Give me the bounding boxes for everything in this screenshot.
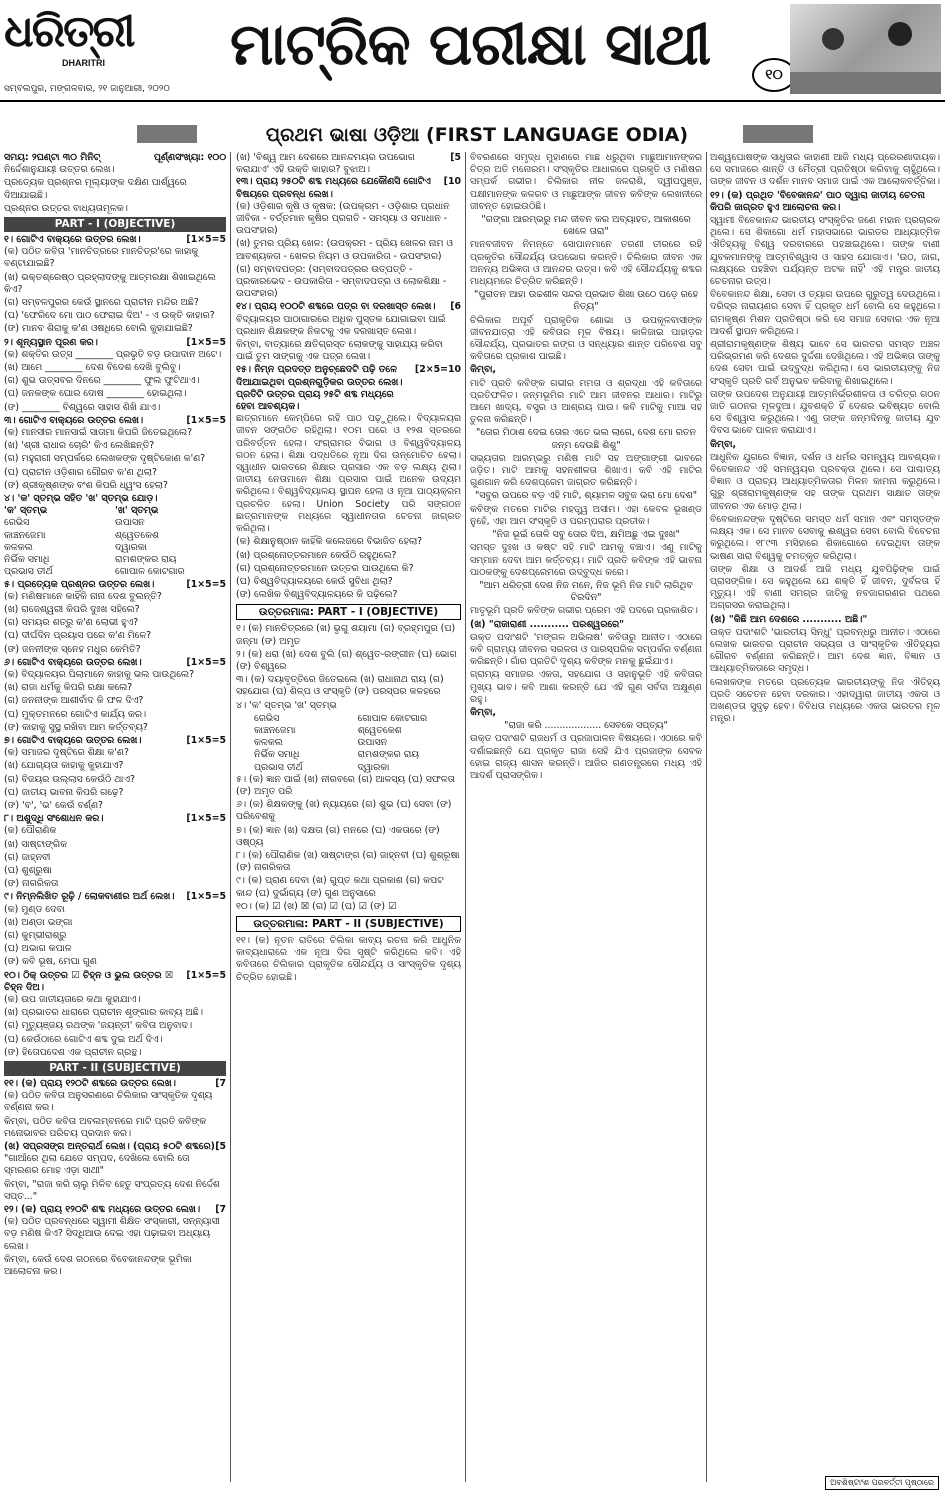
question-item: (ଖ) ଭକ୍ତଶ୍ରେଷ୍ଠ ପ୍ରହ୍ଲାଦଙ୍କୁ ଆତ୍ମରକ୍ଷା ଶିଖାଇଥିଲେ କିଏ? [4, 271, 216, 295]
question-title: ୮। ଅଶୁଦ୍ଧି ସଂଶୋଧନ କର। [4, 813, 104, 825]
match-cell: ଶ୍ୱେତକେଶ [115, 529, 160, 541]
column-divider [230, 152, 231, 1482]
answer-paragraph: ଲେଖକଙ୍କ ମତରେ ପ୍ରତ୍ୟେକ ଭାରତୀୟଙ୍କୁ ନିଜ ଐତିହ୍ୟ ପ୍ରତି ସଚେତନ ହେବା ଦରକାର। ଏହାଦ୍ୱାରା ଜାତୀୟ ଏକତା ଓ ଅଖଣ୍ଡତା ସୁଦୃଢ଼ ହେବ। ବିବିଧତା ମଧ୍ୟରେ ଏକତା ଭାରତର ମୂଳ ମନ୍ତ୍ର। [710, 676, 940, 725]
question-marks: [7 [215, 1204, 226, 1216]
question-item: (ଗ) ବିଜୟର ଉଲ୍ଲାସ କେଉଁଠି ଥାଏ? [4, 773, 135, 785]
banner-title: ପ୍ରଥମ ଭାଷା ଓଡ଼ିଆ (FIRST LANGUAGE ODIA) [265, 124, 689, 146]
question-item: (କ) ଶକ୍ତିର ଉତ୍ସ ________ ପ୍ରଭୃତି ବଡ଼ ଉପାଦାନ ଅଟେ। [4, 348, 222, 360]
question-title: ୨। ଶୂନ୍ୟସ୍ଥାନ ପୂରଣ କର। [4, 336, 98, 348]
banner-bar-right [743, 125, 813, 143]
question-item: (ଗ) ସମୟର ଶତ୍ରୁ କ'ଣ ଲୋଭୀ ହୁଏ? [4, 617, 139, 629]
passage-question: (ଖ) ପ୍ରଶ୍ନୋତ୍ତରମାନେ କେଉଁଠି ରହୁଥିଲେ? [236, 549, 397, 561]
question-item: (ଖ) 'ବିଶ୍ୱ ଆମ ଦେଶରେ ଆନନ୍ଦମୟର ଉପଭୋଗ କରାଯାଏ' ଏହି ଉକ୍ତି କାହାର? ବୁଝାଅ। [236, 152, 415, 176]
question-marks: [1×5=5 [186, 891, 226, 903]
question-marks: [1×5=5 [186, 234, 226, 246]
question-item: (ଘ) କେଉଁଠାରେ ଗୋଟିଏ ଶବ୍ଦ ଦୁଇ ଅର୍ଥ ଦିଏ। [4, 1033, 163, 1045]
question-item: (ଖ) ରାଜେଶ୍ୱରୀ କିପରି ଦୁଃଖ ସହିଲେ? [4, 603, 140, 615]
match-column-b [115, 505, 226, 578]
question-item: (ଘ) ପ୍ରାଚୀନ ଓଡ଼ିଶାର ଗୌରବ କ'ଣ ଥିଲା? [4, 466, 157, 478]
answer-paragraph: ସମସ୍ତ ଦୁଃଖ ଓ କଷ୍ଟ ସହି ମାଟି ଆମକୁ ବଞ୍ଚାଏ। ଏଣୁ ମାଟିକୁ ସମ୍ମାନ ଦେବା ଆମ କର୍ତ୍ତବ୍ୟ। ମାଟି ପ୍ରତି କବିଙ୍କ ଏହି ଭାବନା ପାଠକଙ୍କୁ ଦେଶପ୍ରେମରେ ଉଦ୍ବୁଦ୍ଧ କରେ। [470, 542, 702, 578]
question-head [4, 234, 226, 246]
verse-quote: "ପୁରାତନ ଆହା ଉଚ୍ଚଶୀଳ ସନ୍ଦର ପ୍ରଭାତ ଶିଖା ଉଠେ ପଡ଼େ ରହେ ନିତ୍ୟ" [474, 289, 698, 313]
question-item: (କ) ସମାଜର ଦୃଷ୍ଟିରେ ଶିକ୍ଷା କ'ଣ? [4, 747, 129, 759]
question-head [4, 1204, 226, 1216]
answer-line: ୬। (କ) ଶିକ୍ଷକଙ୍କୁ (ଖ) ନ୍ୟାୟରେ (ଗ) ଶୁଭ (ଘ) ସେବା (ଙ) ପରିବେଶକୁ [236, 799, 452, 823]
photo-desk [790, 72, 941, 94]
instruction: ନିର୍ଦ୍ଦେଶାନୁଯାୟୀ ଉତ୍ତର ଲେଖ। [4, 164, 115, 176]
page-number-badge: ୧୦ [752, 58, 796, 92]
answer-heading: (ଖ) "କିଛି ଆମ ଦେଶରେ ........... ଅଛି।" [710, 613, 868, 625]
question-title: ୧୦। ଠିକ୍ ଉତ୍ତର ☑ ଚିହ୍ନ ଓ ଭୁଲ ଉତ୍ତର ☒ ଚିହ୍ନ ଦିଅ। [4, 969, 174, 993]
question-title: ୭। ଗୋଟିଏ ବାକ୍ୟରେ ଉତ୍ତର ଲେଖ। [4, 734, 142, 746]
question-marks: [1×5=5 [186, 414, 226, 426]
match-cell: କାଞ୍ଚନଜେମା [4, 529, 46, 541]
question-item: (ଙ) ହିତୋପଦେଶ ଏକ ପ୍ରାଚୀନ ଗ୍ରନ୍ଥ। [4, 1046, 142, 1058]
answers-part-1-heading: ଉତ୍ତରମାଳା: PART - I (OBJECTIVE) [236, 604, 461, 620]
question-title: ୧। ଗୋଟିଏ ବାକ୍ୟରେ ଉତ୍ତର ଲେଖ। [4, 234, 141, 246]
question-item: (ଗ) ଜାହ୍ନବୀ [4, 851, 51, 863]
answer-line: ୨। (କ) ଧରା (ଖ) ଦେଶ ବୁଲି (ଗ) ଶ୍ୱେତ-ରଙ୍ଗୀନ (ଘ) ଭୋଗ (ଙ) ବିଶ୍ୱରେ [236, 648, 457, 672]
part-2-heading: PART - II (SUBJECTIVE) [4, 1061, 226, 1076]
answer-paragraph: ବିବରଣରେ ସମୃଦ୍ଧ ମୁହାଣରେ ମାଛ ଧରୁଥିବା ମାଛୁଆମାନଙ୍କର ଚିତ୍ର ଅତି ମନୋରମ। ସଂସ୍କୃତିର ଆଧାରରେ ପ୍ରକୃତି ଓ ମଣିଷର ସମ୍ପର୍କ ଗଭୀର। ଚିଲିକାର ନୀଳ ଜଳରାଶି, ଦ୍ୱୀପପୁଞ୍ଜ, ପକ୍ଷୀମାନଙ୍କ କଳରବ ଓ ମାଛୁଆଙ୍କ ଜୀବନ କବିଙ୍କ ଲେଖନୀରେ ଜୀବନ୍ତ ହୋଇଉଠିଛି। [470, 152, 702, 212]
passage: ଛାତ୍ରମାନେ କେମ୍ପିରେ ରହି ପାଠ ପଢ଼ୁଥିଲେ। ବିଦ୍ୟାଳୟର ଜୀବନ ସଙ୍ଗଠିତ ରହିଥିଲା। ୧୦ମ ପରେ ଓ ୧୨ଶ ସ୍ତରରେ ପରିବର୍ତ୍ତନ ହେଲା। ସଂଗ୍ରାମର ବିଭାଗ ଓ ବିଶ୍ୱବିଦ୍ୟାଳୟ ଗଠନ ହେଲା। ଶିକ୍ଷା ପଦ୍ଧତିରେ ନୂଆ ଦିଗ ଉନ୍ମୋଚିତ ହେଲା। ସ୍ୱାଧୀନ ଭାରତରେ ଶିକ୍ଷାର ପ୍ରସାର ଏକ ବଡ଼ ଲକ୍ଷ୍ୟ ଥିଲା। ଜାତୀୟ ନେତାମାନେ ଶିକ୍ଷା ପ୍ରସାର ପାଇଁ ଅନେକ ଉଦ୍ୟମ କରିଥିଲେ। ବିଶ୍ୱବିଦ୍ୟାଳୟ ସ୍ଥାପନ ହେଲା ଓ ନୂଆ ପାଠ୍ୟକ୍ରମ ପ୍ରଚଳିତ ହେଲା। Union Society ପରି ସଙ୍ଗଠନ ଛାତ୍ରମାନଙ୍କ ମଧ୍ୟରେ ସ୍ୱାଧୀନତାର ଚେତନା ଜାଗ୍ରତ କରିଥିଲା। [236, 413, 461, 535]
question-item: (ଙ) ମାନବ ଶିରାକୁ କ'ଣ ଓଷଧିରେ ବୋଲି କୁହାଯାଇଛି? [4, 323, 193, 335]
question-title: ୯। ନିମ୍ନଲିଖିତ ରୂଢ଼ି / ଲୋକବାଣୀର ଅର୍ଥ ଲେଖ। [4, 891, 175, 903]
question-item: (ଗ) ମୃତ୍ୟୁଞ୍ଜୟ ରଥଙ୍କ 'ଜୟନ୍ତୀ' କବିତା ଅନୁବାଦ। [4, 1020, 193, 1032]
part-1-heading: PART - I (OBJECTIVE) [4, 217, 226, 232]
exam-time: ସମୟ: ୨ଘଣ୍ଟା ୩୦ ମିନିଟ୍ [4, 152, 101, 163]
match-cell: ପ୍ରଭାସ ତୀର୍ଥ [4, 566, 53, 578]
question-title: ୩। ଗୋଟିଏ ବାକ୍ୟରେ ଉତ୍ତର ଲେଖ। [4, 414, 144, 426]
answer-heading: ୧୨। (କ) ପ୍ରଥିତ 'ବିବେକାନନ୍ଦ' ପାଠ ଦ୍ୱାରା ଜାତୀୟ ଚେତନା କିପରି ଜାଗ୍ରତ ହୁଏ ଆଲୋଚନା କର। [710, 189, 925, 213]
column-divider [465, 152, 466, 1482]
question-head [4, 891, 226, 903]
match-cell: ରାମଶଙ୍କର ରାୟ [357, 749, 419, 761]
verse-quote: "ରାଜା କରି ................... ସେବକେ ସପ୍ତ୍ୟ" [504, 720, 668, 732]
photo-figure-1 [822, 28, 844, 50]
question-head [4, 579, 226, 591]
match-cell: ଉପାସନ [357, 737, 388, 749]
question-title: ୧୩। ପ୍ରାୟ ୨୫୦ଟି ଶବ୍ଦ ମଧ୍ୟରେ ଯେକୌଣସି ଗୋଟିଏ ବିଷୟରେ ପ୍ରବନ୍ଧ ଲେଖ। [236, 176, 431, 200]
verse-quote: "ଆମ ଧରିତ୍ରୀ ଦେଶ ନିଜ ମନେ, ନିଜ ଭୂମି ନିଜ ମାଟି ଲାଗିଥିବ ଚିରଦିନ" [479, 579, 693, 604]
question-item: (ଙ) 'ବ', 'ଭ' କେଉଁ ବର୍ଣ୍ଣ? [4, 799, 104, 811]
alternative-marker: କିମ୍ବା, [470, 706, 497, 718]
question-item: (କ) ପଠିତ କବିତା ଅନୁସରଣରେ ଚିଲିକାର ସାଂସ୍କୃତିକ ଦୃଶ୍ୟ ବର୍ଣ୍ଣନା କର। [4, 1090, 213, 1114]
question-item: (ଖ) ସାଷ୍ଟାଙ୍ଗିକ [4, 838, 68, 850]
answer-line: ୩। (କ) ଦୟାବୃତ୍ତିରେ ଜିତେଇଲେ (ଖ) ରାଧାନାଥ ରାୟ (ଗ) ସହଯୋଗ (ଘ) ଶିଳ୍ପ ଓ ସଂସ୍କୃତି (ଙ) ପରସ୍ପର କଳହରେ [236, 674, 444, 698]
question-marks: [1×5=5 [186, 969, 226, 981]
instruction: ପ୍ରଶ୍ନର ଉତ୍ତର ବାଧ୍ୟତାମୂଳକ। [4, 202, 128, 214]
answer-line: ୧୦। (କ) ☑ (ଖ) ☒ (ଗ) ☑ (ଘ) ☑ (ଙ) ☑ [236, 900, 397, 912]
question-head [4, 415, 226, 427]
match-cell: ଉପାସନ [115, 517, 145, 529]
question-head [4, 337, 226, 349]
question-head [4, 657, 226, 669]
answer-paragraph: ଶ୍ରୀରାମକୃଷ୍ଣଙ୍କ ଶିଷ୍ୟ ଭାବେ ସେ ଭାରତର ସମସ୍ତ ଅଞ୍ଚଳ ପରିଭ୍ରମଣ କରି ଦେଶର ଦୁର୍ଦ୍ଦଶା ଦେଖିଥିଲେ। ଏହି ଅଭିଜ୍ଞତା ତାଙ୍କୁ ଦେଶ ସେବା ପାଇଁ ଉଦ୍ବୁଦ୍ଧ କରିଥିଲା। ସେ ଭାରତୀୟଙ୍କୁ ନିଜ ସଂସ୍କୃତି ପ୍ରତି ଗର୍ବ ଅନୁଭବ କରିବାକୁ ଶିଖାଇଥିଲେ। [710, 339, 940, 387]
essay-topic: (ଖ) ତୁମର ପ୍ରିୟ ଖେଳ: (ଉପକ୍ରମ - ପ୍ରିୟ ଖେଳର ନାମ ଓ ଆବଶ୍ୟକତା - ଖେଳର ନିୟମ ଓ ଉପକାରିତା - ଉପସଂହାର) [236, 238, 453, 262]
question-marks: [1×5=5 [186, 813, 226, 825]
question-marks: [10 [443, 176, 461, 188]
match-cell: ରେଭିସ [254, 712, 280, 724]
question-marks: [1×5=5 [186, 336, 226, 348]
exam-marks: ପୂର୍ଣ୍ଣସଂଖ୍ୟା: ୧୦୦ [153, 152, 226, 163]
question-title: ୧୧। (କ) ପ୍ରାୟ ୧୨୦ଟି ଶବ୍ଦରେ ଉତ୍ତର ଲେଖ। [4, 1078, 176, 1090]
continued-tag: ଅବଶିଷ୍ଟାଂଶ ପରବର୍ତ୍ତୀ ପୃଷ୍ଠାରେ [825, 1476, 939, 1490]
question-item: (କ) ପଠିତ କବିତା 'ମାନଚିତ୍ରରେ ମାନଚିତ୍ର'ରେ କାହାକୁ ବଣ୍ଟାଯାଇଛି? [4, 246, 199, 270]
question-item: (ଖ) ରାଜା ଧର୍ମକୁ କିପରି ରକ୍ଷା କଲେ? [4, 682, 133, 694]
answer-paragraph: ସ୍ୱାମୀ ବିବେକାନନ୍ଦ ଭାରତୀୟ ସଂସ୍କୃତିର ଜଣେ ମହାନ ପ୍ରଚାରକ ଥିଲେ। ସେ ଶିକାଗୋ ଧର୍ମ ମହାସଭାରେ ଭାରତର ଆଧ୍ୟାତ୍ମିକ ଐତିହ୍ୟକୁ ବିଶ୍ୱ ଦରବାରରେ ପହଞ୍ଚାଇଥିଲେ। ତାଙ୍କ ବାଣୀ ଯୁବକମାନଙ୍କୁ ଆତ୍ମବିଶ୍ୱାସ ଓ ସାହସ ଯୋଗାଏ। 'ଉଠ, ଜାଗ, ଲକ୍ଷ୍ୟରେ ପହଞ୍ଚିବା ପର୍ଯ୍ୟନ୍ତ ଅଟକ ନାହିଁ' ଏହି ମନ୍ତ୍ର ଜାତୀୟ ଚେତନାର ଉତ୍ସ। [710, 215, 940, 288]
column-3 [470, 152, 702, 1482]
question-item: (ଙ) ନାଗରିକତା [4, 878, 59, 890]
alternative-marker: କିମ୍ବା, [710, 438, 737, 450]
logo-subtitle: DHARITRI [62, 58, 105, 68]
question-title: ୧୫। ନିମ୍ନ ପ୍ରଦତ୍ତ ଅନୁଚ୍ଛେଦଟି ପଢ଼ି ତଳେ ଦିଆଯାଇଥିବା ପ୍ରଶ୍ନଗୁଡ଼ିକର ଉତ୍ତର ଲେଖ। ପ୍ରତିଟି ଉତ୍ତର ପ୍ରାୟ ୨୫ଟି ଶବ୍ଦ ମଧ୍ୟରେ ହେବା ଆବଶ୍ୟକ। [236, 364, 403, 413]
question-item: (ଖ) ଅଣ୍ଡା ଭଙ୍ଗା [4, 916, 73, 928]
question-alternative: କିମ୍ବା, ବାତ୍ୟାରେ କ୍ଷତିଗ୍ରସ୍ତ ଲୋକଙ୍କୁ ସାହାଯ୍ୟ କରିବା ପାଇଁ ତୁମ ସାଙ୍ଗକୁ ଏକ ପତ୍ର ଲେଖ। [236, 339, 443, 363]
match-cell: ନିର୍ଭିକ ସମାଧି [254, 749, 300, 761]
answer-paragraph: ମାନବଜୀବନ ନିମନ୍ତେ ସୋପାନମାନେ ତରଣୀ ତୀରରେ ରହି ପ୍ରକୃତିର ସୌନ୍ଦର୍ଯ୍ୟ ଉପଭୋଗ କରନ୍ତି। ଚିଲିକାର ଜୀବନ ଏକ ଅନନ୍ୟ ଅଭିଜ୍ଞତା ଓ ଆନନ୍ଦର ଉତ୍ସ। କବି ଏହି ସୌନ୍ଦର୍ଯ୍ୟକୁ ଶବ୍ଦର ମାଧ୍ୟମରେ ଚିତ୍ରିତ କରିଛନ୍ତି। [470, 239, 702, 288]
question-item: (ଘ) ଅଭାଗ କପାଳ [4, 943, 72, 955]
answers-part-2-heading: ଉତ୍ତରମାଳା: PART - II (SUBJECTIVE) [236, 916, 461, 932]
section-banner [137, 122, 813, 148]
answer-paragraph: ବିବେକାନନ୍ଦଙ୍କ ଦୃଷ୍ଟିରେ ସମସ୍ତ ଧର୍ମ ସମାନ ଏବଂ ସମସ୍ତଙ୍କ ଲକ୍ଷ୍ୟ ଏକ। ସେ ମାନବ ସେବାକୁ ଈଶ୍ୱର ସେବା ବୋଲି ବିବେଚନା କରୁଥିଲେ। ୧୮୯୩ ମସିହାରେ ଶିକାଗୋରେ ଦେଇଥିବା ତାଙ୍କ ଭାଷଣ ସାରା ବିଶ୍ୱକୁ ଚମତ୍କୃତ କରିଥିଲା। [710, 513, 940, 562]
verse-quote: "ଗଙ୍ଗା ଆରମ୍ଭରୁ ମନ୍ଦ ଜୀବନ କର ଅବ୍ୟାହତ, ଆକାଶରେ ଖେଳେ ତାରା" [481, 214, 691, 238]
question-title: ୧୨। (କ) ପ୍ରାୟ ୧୨୦ଟି ଶବ୍ଦ ମଧ୍ୟରେ ଉତ୍ତର ଲେଖ। [4, 1204, 201, 1216]
match-cell: କାଞ୍ଚନଜେମା [254, 724, 296, 736]
banner-bar-left [137, 125, 197, 143]
answer-paragraph: ଆଧୁନିକ ଯୁଗରେ ବିଜ୍ଞାନ, ଦର୍ଶନ ଓ ଧର୍ମର ସମନ୍ୱୟ ଆବଶ୍ୟକ। ବିବେକାନନ୍ଦ ଏହି ସମନ୍ୱୟର ପ୍ରବକ୍ତା ଥିଲେ। ସେ ପାଶ୍ଚାତ୍ୟ ବିଜ୍ଞାନ ଓ ପ୍ରାଚ୍ୟ ଆଧ୍ୟାତ୍ମିକତାର ମିଳନ କାମନା କରୁଥିଲେ। ଗୁରୁ ଶ୍ରୀରାମକୃଷ୍ଣଙ୍କ ସହ ତାଙ୍କ ପ୍ରଥମ ସାକ୍ଷାତ ତାଙ୍କ ଜୀବନର ଏକ ମୋଡ଼ ଥିଲା। [710, 451, 940, 512]
column-divider [706, 152, 707, 1482]
answer-line: ୪। 'କ' ସ୍ତମ୍ଭ 'ଖ' ସ୍ତମ୍ଭ [236, 699, 337, 711]
page-title: ମାଟ୍ରିକ ପରୀକ୍ଷା ସାଥୀ [230, 10, 711, 78]
match-column-header: 'ଖ' ସ୍ତମ୍ଭ [115, 505, 159, 517]
question-item: (ଘ) ଜନକଙ୍କ ଘୋର ଦୋଷ ________ ହୋଇଥିଲା। [4, 388, 187, 400]
answer-paragraph: ମାତୃଭୂମି ପ୍ରତି କବିଙ୍କ ଗଭୀର ପ୍ରେମ ଏହି ପଦରେ ପ୍ରକାଶିତ। [470, 605, 698, 617]
question-title: (ଖ) ସପ୍ରସଙ୍ଗ ଅନ୍ତରାର୍ଥ ଲେଖ। (ପ୍ରାୟ ୫୦ଟି ଶବ୍ଦରେ) [4, 1141, 215, 1153]
match-column-a [4, 505, 115, 578]
answer-paragraph: ଚିଲିକାର ଅପୂର୍ବ ପ୍ରାକୃତିକ ଶୋଭା ଓ ଉପକୂଳବାସୀଙ୍କ ଜୀବନଯାତ୍ରା ଏହି କବିତାର ମୂଳ ବିଷୟ। କାଳିଜାଇ ପାହାଡ଼ର ସୌନ୍ଦର୍ଯ୍ୟ, ପ୍ରଭାତର ରଙ୍ଗ ଓ ସନ୍ଧ୍ୟାର ଶାନ୍ତ ପରିବେଶ ସବୁ କବିତାରେ ପ୍ରକାଶ ପାଇଛି। [470, 314, 702, 363]
question-title: ୧୪। ପ୍ରାୟ ୧୦୦ଟି ଶବ୍ଦରେ ପତ୍ର ବା ଦରଖାସ୍ତ ଲେଖ। [236, 301, 436, 313]
match-cell: ଶ୍ୱେତକେଶ [357, 724, 402, 736]
instruction: ପ୍ରତ୍ୟେକ ପ୍ରଶ୍ନର ମୂଲ୍ୟାଙ୍କ ଦକ୍ଷିଣ ପାର୍ଶ୍ୱରେ ଦିଆଯାଇଛି। [4, 177, 187, 201]
match-cell: କଳକଲ [254, 737, 283, 749]
question-item: (ଘ) ଶୁଶ୍ରୁଷା [4, 864, 52, 876]
answer-paragraph: ଅଶ୍ୱଘୋଷଙ୍କ ସାଧୁତାର କାହାଣୀ ଆଜି ମଧ୍ୟ ପ୍ରେରଣାଦାୟକ। ସେ ସମାଜରେ ଶାନ୍ତି ଓ ମୈତ୍ରୀ ପ୍ରତିଷ୍ଠା କରିବାକୁ ଚାହୁଁଥିଲେ। ତାଙ୍କ ଜୀବନ ଓ ଦର୍ଶନ ମାନବ ସମାଜ ପାଇଁ ଏକ ଆଲୋକବର୍ତ୍ତିକା। [710, 152, 940, 188]
answer-paragraph: ତାଙ୍କ ଉପଦେଶ ଅନୁଯାୟୀ ଆତ୍ମନିର୍ଭରଶୀଳତା ଓ ଚରିତ୍ର ଗଠନ ଜାତି ଗଠନର ମୂଳଦୁଆ। ଯୁବଶକ୍ତି ହିଁ ଦେଶର ଭବିଷ୍ୟତ ବୋଲି ସେ ବିଶ୍ୱାସ କରୁଥିଲେ। ଏଣୁ ତାଙ୍କ ଜନ୍ମଦିନକୁ ଜାତୀୟ ଯୁବ ଦିବସ ଭାବେ ପାଳନ କରାଯାଏ। [710, 388, 940, 437]
question-marks: [2×5=10 [414, 364, 461, 376]
match-cell: ଗୋପାଳ କୋଟଗାର [115, 566, 185, 578]
question-item: (ଗ) ଶୁଭ ଉତ୍ସବର ଦିନରେ ________ ଫୁଲ ଫୁଟିଥାଏ। [4, 375, 200, 387]
answer-paragraph: ଉକ୍ତ ପଦାଂଶଟି 'ମଙ୍ଗଳ ଅଭିଳାଷ' କବିତାରୁ ଆନୀତ। ଏଠାରେ କବି ଗ୍ରାମ୍ୟ ଜୀବନର ସରଳତା ଓ ପାରସ୍ପରିକ ସମ୍ପର୍କର ବର୍ଣ୍ଣନା କରିଛନ୍ତି। ଗାଁର ପ୍ରତିଟି ଦୃଶ୍ୟ କବିଙ୍କ ମନକୁ ଛୁଇଁଯାଏ। [470, 631, 702, 668]
question-head [4, 1141, 226, 1153]
question-item: (ଖ) 'ଶ୍ରୀ ରାଧାର ଚୋରି' କିଏ ଲେଖିଛନ୍ତି? [4, 440, 155, 452]
question-item: (ଘ) ମୁକ୍ତମନରେ ଗୋଟିଏ କାର୍ଯ୍ୟ କର। [4, 708, 147, 720]
question-marks: [5 [450, 152, 461, 163]
question-head [236, 152, 461, 176]
masthead [0, 0, 945, 102]
match-cell: ପ୍ରଭାସ ତୀର୍ଥ [254, 761, 303, 773]
question-title: ୬। ଗୋଟିଏ ବାକ୍ୟରେ ଉତ୍ତର ଲେଖ। [4, 656, 142, 668]
answer-match-table [236, 713, 461, 774]
answer-line: ୫। (କ) ଜ୍ଞାନ ପାଇଁ (ଖ) ନୀରବରେ (ଗ) ଆଳସ୍ୟ (ଘ) ସଫଳତା (ଙ) ଅମୃତ ପରି [236, 773, 455, 797]
logo [4, 6, 154, 90]
question-item: (ଙ) କବି ଭୂଷ, ମେଘା ଗୁଣ [4, 956, 97, 968]
question-marks: [1×5=5 [186, 578, 226, 590]
dateline: ସମ୍ବଲପୁର, ମଙ୍ଗଳବାର, ୨୧ ଜାନୁଆରୀ, ୨୦୨୦ [4, 84, 170, 94]
question-alternative: କିମ୍ବା, ପଠିତ କବିତା ଅବଲମ୍ବନରେ ମାଟି ପ୍ରତି କବିଙ୍କ ମନୋଭାବର ପରିଚୟ ପ୍ରଦାନ କର। [4, 1115, 207, 1139]
question-head [236, 176, 461, 200]
match-cell: ଗୋପାଳ କୋଟଗାର [357, 712, 428, 724]
match-table [4, 505, 226, 578]
answer-paragraph: ବିବେକାନନ୍ଦ ଶିକ୍ଷା, ସେବା ଓ ତ୍ୟାଗ ଉପରେ ଗୁରୁତ୍ୱ ଦେଉଥିଲେ। ଦରିଦ୍ର ନାରାୟଣର ସେବା ହିଁ ପ୍ରକୃତ ଧର୍ମ ବୋଲି ସେ କହୁଥିଲେ। ରାମକୃଷ୍ଣ ମିଶନ ପ୍ରତିଷ୍ଠା କରି ସେ ସମାଜ ସେବାର ଏକ ନୂଆ ଆଦର୍ଶ ସ୍ଥାପନ କରିଥିଲେ। [710, 289, 940, 337]
photo-figure-2 [888, 22, 912, 46]
question-head [236, 301, 461, 313]
question-item: (ଗ) କୁମ୍ଭୀରାଶ୍ରୁ [4, 929, 67, 941]
question-item: (ଗ) ଜନନୀଙ୍କ ଆଶୀର୍ବାଦ କି ଫଳ ଦିଏ? [4, 695, 144, 707]
question-head [4, 735, 226, 747]
question-item: (ଙ) ଶ୍ରୀକୃଷ୍ଣଙ୍କ ବଂଶ କିପରି ଧ୍ୱଂସ ହେଲା? [4, 479, 168, 491]
question-item: (ଖ) ଯୋଗ୍ୟତା କାହାକୁ କୁହାଯାଏ? [4, 760, 124, 772]
exam-meta [4, 152, 226, 164]
question-alternative: କିମ୍ବା, "ରାଜା କରି ଚାଲୁ ମିଳିବ ହେତୁ ସଂପ୍ରତ୍ୟ ଦେଶ ନିର୍ଦ୍ଦେଶ ସପ୍ତ..." [4, 1178, 220, 1202]
answer-paragraph: ୧୧। (କ) ନୂତନ ରାତିରେ ଚିଲିକା କାବ୍ୟ ରଚନା କରି ଆଧୁନିକ କାବ୍ୟଧାରାରେ ଏକ ନୂଆ ଦିଗ ସୃଷ୍ଟି କରିଥିଲେ କବି। ଏହି କବିତାରେ ଚିଲିକାର ପ୍ରାକୃତିକ ସୌନ୍ଦର୍ଯ୍ୟ ଓ ସାଂସ୍କୃତିକ ଦୃଶ୍ୟ ଚିତ୍ରିତ ହୋଇଛି। [236, 934, 461, 983]
match-cell: କଳକଲ [4, 541, 33, 553]
answer-paragraph: କବିଙ୍କ ମତରେ ମାଟିର ମହତ୍ତ୍ୱ ଅସୀମ। ଏହା କେବଳ ଭୂଖଣ୍ଡ ନୁହେଁ, ଏହା ଆମ ସଂସ୍କୃତି ଓ ପରମ୍ପରାର ପ୍ରତୀକ। [470, 503, 702, 527]
answer-paragraph: ଉକ୍ତ ପଦାଂଶଟି ରାଜଧର୍ମ ଓ ପ୍ରଜାପାଳନ ବିଷୟରେ। ଏଠାରେ କବି ଦର୍ଶାଇଛନ୍ତି ଯେ ପ୍ରକୃତ ରାଜା ସେହି ଯିଏ ପ୍ରଜାଙ୍କ ସେବକ ହୋଇ ରାଜ୍ୟ ଶାସନ କରନ୍ତି। ଆଜିର ଗଣତନ୍ତ୍ରରେ ମଧ୍ୟ ଏହି ଆଦର୍ଶ ପ୍ରାସଙ୍ଗିକ। [470, 733, 702, 781]
answer-paragraph: ମାଟି ପ୍ରତି କବିଙ୍କ ଗଭୀର ମମତା ଓ ଶ୍ରଦ୍ଧା ଏହି କବିତାରେ ପ୍ରତିଫଳିତ। ଜନ୍ମଭୂମିର ମାଟି ଆମ ଜୀବନର ଆଧାର। ମାଟିରୁ ଆମେ ଖାଦ୍ୟ, ବସ୍ତ୍ର ଓ ଆଶ୍ରୟ ପାଉ। କବି ମାଟିକୁ ମାଆ ସହ ତୁଳନା କରିଛନ୍ତି। [470, 377, 702, 426]
question-item: ବିଦ୍ୟାଳୟର ପାଠାଗାରରେ ଅଧିକ ପୁସ୍ତକ ଯୋଗାଇବା ପାଇଁ ପ୍ରଧାନ ଶିକ୍ଷକଙ୍କ ନିକଟକୁ ଏକ ଦରଖାସ୍ତ ଲେଖ। [236, 313, 446, 337]
answer-line: ୯। (କ) ପ୍ରାଣ ଦେବା (ଖ) ଗୁପ୍ତ କଥା ପ୍ରକାଶ (ଗ) କପଟ କାନ୍ଦ (ଘ) ଦୁର୍ଭାଗ୍ୟ (ଙ) ଗୁଣ ଅନୁସାରେ [236, 875, 444, 899]
answer-paragraph: ସଭ୍ୟତାର ଆରମ୍ଭରୁ ମଣିଷ ମାଟି ସହ ଅଙ୍ଗାଙ୍ଗୀ ଭାବରେ ଜଡ଼ିତ। ମାଟି ଆମକୁ ସହନଶୀଳତା ଶିଖାଏ। କବି ଏହି ମାଟିର ଗୁଣଗାନ କରି ଦେଶପ୍ରେମ ଜାଗ୍ରତ କରିଛନ୍ତି। [470, 452, 702, 489]
question-alternative: କିମ୍ବା, କେଉଁ ଦେଶ ଗଠନରେ ବିବେକାନନ୍ଦଙ୍କ ଭୂମିକା ଆଲୋଚନା କର। [4, 1253, 192, 1278]
verse-quote: "ନିଜ ଭୂଇଁ ତୋଳି ସବୁ ତୋର ଦିଅ, କ୍ଷମିଅଛୁ ଏଇ ଦୁଃଖ" [492, 529, 680, 541]
question-marks: [1×5=5 [186, 734, 226, 746]
question-item: (କ) ଉପ ଜାତୀୟତାରେ କଥା କୁହାଯାଏ। [4, 994, 141, 1005]
question-head [4, 1078, 226, 1090]
question-head [4, 970, 226, 994]
question-item: (ଗ) ମହୁରାଗୀ ସମ୍ପର୍କରେ ଲେଖକଙ୍କ ଦୃଷ୍ଟିକୋଣ କ'ଣ? [4, 453, 206, 465]
question-marks: [7 [215, 1078, 226, 1090]
column-1 [4, 152, 226, 1482]
question-marks: [6 [450, 301, 461, 313]
match-cell: ଦ୍ୱାରକା [115, 541, 147, 553]
question-item: (କ) ବିଦ୍ୟାଳୟର ପିଲାମାନେ କାହାକୁ ଭଲ ପାଉଥିଲେ? [4, 668, 195, 680]
students-photo [790, 4, 941, 94]
passage-question: (କ) ଶିକ୍ଷାନୁଷ୍ଠାନ କାହିଁକି କଲେଜରେ ବିଭାଜିତ ହେଲା? [236, 536, 423, 548]
passage-question: (ଘ) ବିଶ୍ୱବିଦ୍ୟାଳୟରେ କେଉଁ ସୁବିଧା ଥିଲା? [236, 575, 393, 587]
verse-quote: "ତୋର ମିଠାଶ ଦେଇ ତୋର ଏତେ ଭଲ ଲାଗେ, ଦେଶ ମୋ ରତନ ଜନ୍ମ ଦେଉଛି ଶିଶୁ" [476, 427, 696, 451]
question-item: (କ) ମଣିଷମାନେ କାହିଁକି ନାନା ଦେଶ ବୁଲନ୍ତି? [4, 590, 162, 602]
column-2 [236, 152, 461, 1482]
question-item: (ଙ) ________ ବିଶ୍ୱରେ ସାହାସ ଶିଖି ଯାଏ। [4, 401, 161, 413]
passage-question: (ଙ) ଲେଖିକ ବିଶ୍ୱବିଦ୍ୟାଳୟରେ କି ପଢ଼ିଲେ? [236, 589, 398, 601]
answer-line: ୭। (କ) ଜ୍ଞାନ (ଖ) ଦକ୍ଷତା (ଗ) ମନରେ (ଘ) ଏକତାରେ (ଙ) ଓଷ୍ଠ୍ୟ [236, 824, 440, 848]
question-item: (ଗ) ସମ୍ବଳପୁରର କେଉଁ ସ୍ଥାନରେ ପ୍ରାଚୀନ ମନ୍ଦିର ଅଛି? [4, 297, 199, 309]
answer-line: ୮। (କ) ପୌରାଣିକ (ଖ) ସାଷ୍ଟାଙ୍ଗ (ଗ) ଜାହ୍ନବୀ (ଘ) ଶୁଶ୍ରୂଷା (ଙ) ନାଗରିକତା [236, 849, 460, 874]
question-item: (କ) ପଠିତ ପ୍ରବନ୍ଧରେ ସ୍ୱାମୀ ଶିକ୍ଷିତ ସଂସ୍କାରୀ, ସନ୍ନ୍ୟାସୀ ବଡ଼ ମଣିଷ କିଏ? ସିଦ୍ଧିଆଉ ଦେଇ ଏହା ପଢ଼ାଇବା ଅଧ୍ୟାୟ ଲେଖ। [4, 1216, 220, 1252]
question-item: (ଘ) ଜାତୀୟ ଭାବନା କିପରି ଗଢ଼େ? [4, 786, 124, 798]
match-column-header: 'କ' ସ୍ତମ୍ଭ [4, 505, 48, 517]
answer-heading: (ଖ) "ରାଜାରାଣୀ ........... ପରଶ୍ୱରରେ" [470, 618, 625, 630]
column-4 [710, 152, 940, 1482]
question-item: (ଘ) ଦୀର୍ଘଦିନ ପ୍ରୟାସ ପରେ କ'ଣ ମିଳେ? [4, 630, 152, 642]
passage-question: (ଗ) ପ୍ରଶ୍ନୋତ୍ତରମାନେ ଉତ୍ତର ପାଉଥିଲେ କି? [236, 562, 414, 574]
question-item: (ଘ) 'ଫେରିଦେ ମୋ ପାଠ ଫେରାଇ ଦିଅ' - ଏ ଉକ୍ତି କାହାର? [4, 310, 215, 322]
match-cell: ରେଭିସ [4, 517, 30, 529]
question-title: ୪। 'କ' ସ୍ତମ୍ଭ ସହିତ 'ଖ' ସ୍ତମ୍ଭ ଯୋଡ଼। [4, 493, 158, 505]
question-item: (ଙ) ଜନନୀଙ୍କ ସ୍ନେହ ମଧୁର କେମିତି? [4, 643, 141, 655]
question-item: (କ) ମାନସୀର ମାନସାଇଁ ସାତାମା କିପରି ଜିତେଇଥିଲେ? [4, 427, 193, 439]
essay-topic: (କ) ଓଡ଼ିଶାର କୃଷି ଓ କୃଷକ: (ଉପକ୍ରମ - ଓଡ଼ିଶାର ପ୍ରଧାନ ଜୀବିକା - ବର୍ତ୍ତମାନ କୃଷିର ପ୍ରଗତି - ସମସ୍ୟା ଓ ସମାଧାନ - ଉପସଂହାର) [236, 200, 450, 237]
essay-topic: (ଗ) ସମ୍ବାଦପତ୍ର: (ସମ୍ବାଦପତ୍ରର ଉତ୍ପତ୍ତି - ପ୍ରକାରଭେଦ - ଉପକାରିତା - ସମ୍ବାଦପତ୍ର ଓ ଲୋକଶିକ୍ଷା - ଉପସଂହାର) [236, 263, 447, 300]
question-head [236, 364, 461, 413]
question-title: ୫। ପ୍ରତ୍ୟେକ ପ୍ରଶ୍ନର ଉତ୍ତର ଲେଖ। [4, 578, 155, 590]
question-item: (ଙ) କାହାକୁ ସୁସ୍ଥ ରଖିବା ଆମ କର୍ତ୍ତବ୍ୟ? [4, 721, 148, 733]
question-head [4, 813, 226, 825]
answer-paragraph: ଗ୍ରାମ୍ୟ ସମାଜର ଏକତା, ସହଯୋଗ ଓ ସହାନୁଭୂତି ଏହି କବିତାର ମୁଖ୍ୟ ଭାବ। କବି ଆଶା କରନ୍ତି ଯେ ଏହି ଗୁଣ ସର୍ବଦା ଅକ୍ଷୁଣ୍ଣ ରହୁ। [470, 669, 702, 705]
answer-line: ୧। (କ) ମାନଚିତ୍ରରେ (ଖ) ଭୃଗୁ ଶୟାମା (ଗ) ବ୍ରହ୍ମପୁର (ଘ) ଜନ୍ମା (ଙ) ଅମୃତ [236, 623, 456, 647]
question-item: (ଖ) ଆମେ ________ ଦେଶ ବିଦେଶ ଦେଖି ବୁଲିବୁ। [4, 362, 181, 374]
verse-quote: "ଗାଆଁରେ ଥିଲା ଯେତେ ସମ୍ପଦ, ଦେଖିଲେ ବୋଲି ତୋ ସ୍ମରଣର ମୋହ ଏଡ଼ା ସାଥୀ" [4, 1153, 190, 1177]
question-marks: [5 [215, 1141, 226, 1153]
match-cell: ରାମଶଙ୍କର ରାୟ [115, 554, 177, 566]
answer-match-column-b [358, 713, 462, 774]
alternative-marker: କିମ୍ବା, [470, 364, 497, 376]
question-item: (କ) ମୁଣ୍ଡ ଦେବା [4, 903, 65, 915]
match-cell: ନିର୍ଭିକ ସମାଧି [4, 554, 50, 566]
question-item: (ଖ) ପ୍ରଭାତର ଧାରାରେ ପ୍ରାଚୀନ ଶୃଙ୍ଗାର କାବ୍ୟ ଅଛି। [4, 1007, 203, 1019]
answer-paragraph: ଉକ୍ତ ପଦାଂଶଟି 'ଭାରତୀୟ ସିନ୍ଧୁ' ପ୍ରବନ୍ଧରୁ ଆନୀତ। ଏଠାରେ ଲେଖକ ଭାରତର ପ୍ରାଚୀନ ସଭ୍ୟତା ଓ ସାଂସ୍କୃତିକ ଐତିହ୍ୟର ଗୌରବ ବର୍ଣ୍ଣନା କରିଛନ୍ତି। ଆମ ଦେଶ ଜ୍ଞାନ, ବିଜ୍ଞାନ ଓ ଆଧ୍ୟାତ୍ମିକତାରେ ସମୃଦ୍ଧ। [710, 626, 940, 675]
match-cell: ଦ୍ୱାରକା [357, 761, 390, 773]
question-marks: [1×5=5 [186, 656, 226, 668]
answer-match-column-a [254, 713, 358, 774]
question-item: (କ) ପୌରାଣିକ [4, 825, 57, 837]
verse-quote: "ସବୁର ଉପରେ ବଡ଼ ଏହି ମାଟି, ଶ୍ୟାମଳ ସବୁଜ ଭରା ମୋ ଦେଶ" [474, 490, 698, 502]
answer-paragraph: ତାଙ୍କ ଶିକ୍ଷା ଓ ଆଦର୍ଶ ଆଜି ମଧ୍ୟ ଯୁବପିଢ଼ିଙ୍କ ପାଇଁ ପ୍ରାସଙ୍ଗିକ। ସେ କହୁଥିଲେ ଯେ ଶକ୍ତି ହିଁ ଜୀବନ, ଦୁର୍ବଳତା ହିଁ ମୃତ୍ୟୁ। ଏହି ବାଣୀ ସମଗ୍ର ଜାତିକୁ ନବଜାଗରଣର ପଥରେ ଅଗ୍ରସର କରାଇଥିଲା। [710, 563, 940, 612]
logo-text: ଧରିତ୍ରୀ [4, 6, 134, 57]
